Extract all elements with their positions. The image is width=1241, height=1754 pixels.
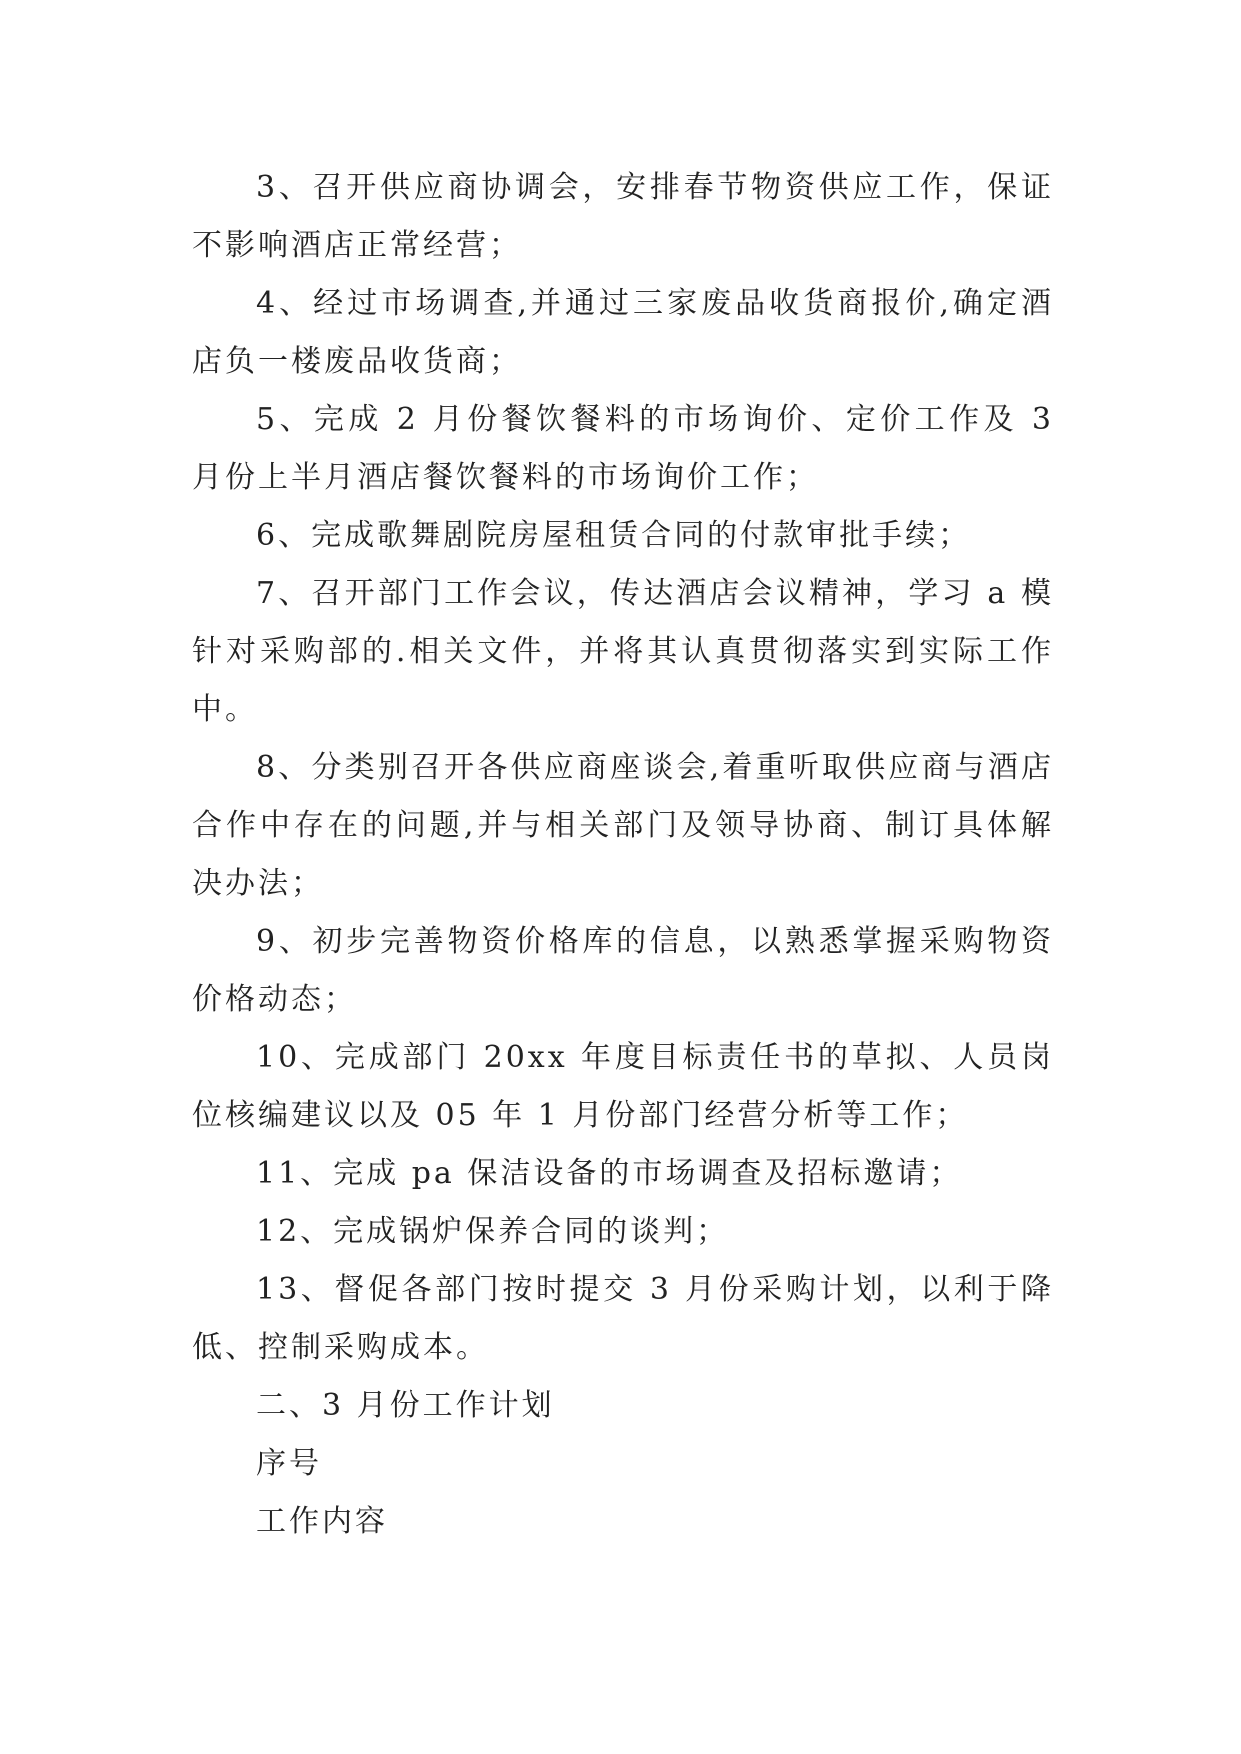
paragraph-item-9: 9、初步完善物资价格库的信息，以熟悉掌握采购物资价格动态； — [192, 924, 1054, 1017]
document-body — [192, 159, 1054, 1551]
paragraph-item-4: 4、经过市场调查,并通过三家废品收货商报价,确定酒店负一楼废品收货商； — [192, 286, 1054, 379]
paragraph-item-11: 11、完成 pa 保洁设备的市场调查及招标邀请； — [256, 1156, 963, 1191]
paragraph-item-10: 10、完成部门 20xx 年度目标责任书的草拟、人员岗位核编建议以及 05 年 1 月份部门经营分析等工作； — [192, 1040, 1054, 1133]
section-heading: 二、3 月份工作计划 — [256, 1388, 555, 1423]
paragraph-item-13: 13、督促各部门按时提交 3 月份采购计划，以利于降低、控制采购成本。 — [192, 1272, 1054, 1365]
paragraph-item-5: 5、完成 2 月份餐饮餐料的市场询价、定价工作及 3 月份上半月酒店餐饮餐料的市场询价工作； — [192, 402, 1054, 495]
table-header-content: 工作内容 — [256, 1504, 388, 1539]
paragraph-item-7: 7、召开部门工作会议，传达酒店会议精神，学习 a 模针对采购部的.相关文件，并将其认真贯彻落实到实际工作中。 — [192, 576, 1054, 727]
paragraph-item-12: 12、完成锅炉保养合同的谈判； — [256, 1214, 730, 1249]
paragraph-item-6: 6、完成歌舞剧院房屋租赁合同的付款审批手续； — [256, 518, 972, 553]
paragraph-item-8: 8、分类别召开各供应商座谈会,着重听取供应商与酒店合作中存在的问题,并与相关部门及领导协商、制订具体解决办法； — [192, 750, 1054, 901]
table-header-serial: 序号 — [256, 1446, 322, 1481]
paragraph-item-3: 3、召开供应商协调会，安排春节物资供应工作，保证不影响酒店正常经营； — [192, 170, 1054, 263]
